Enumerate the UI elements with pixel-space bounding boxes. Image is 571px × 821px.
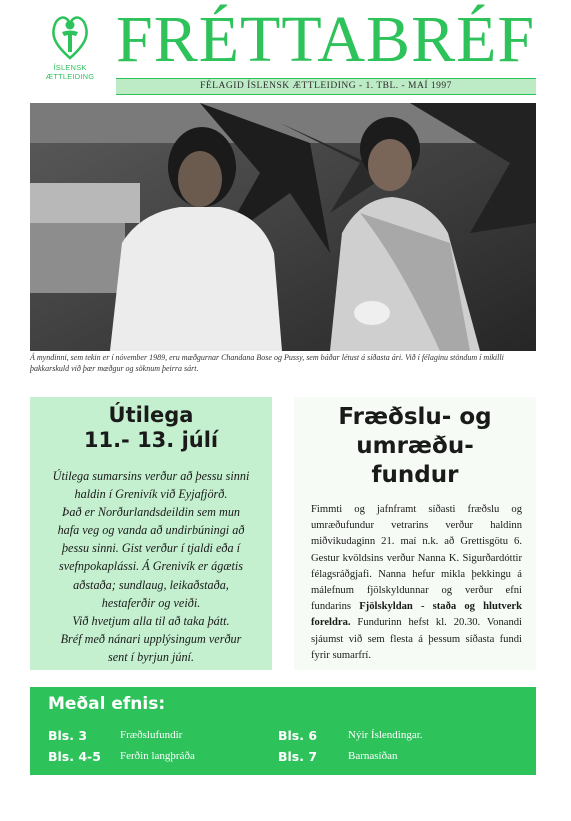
issue-subline: FÉLAGID ÍSLENSK ÆTTLEIDING - 1. TBL. - MAÍ 1997 [116, 78, 536, 95]
logo [28, 12, 112, 81]
toc-page-number: Bls. 3 [48, 728, 88, 743]
toc-item-label: Ferðin langþráða [120, 750, 195, 762]
meeting-title-line3: fundur [371, 462, 459, 488]
meeting-text: Fimmti og jafnframt síðasti fræðslu og umræðufundur vetrarins verður haldinn miðvikudaginn 21. maí n.k. að Grettisgötu 6. Gestur kvöldsins verður Nanna K. Sigurðardóttir félagsráðgjafi. Nanna hefur mikla þekkingu á málefnum fjölskyldunnar og verður efni fundarins [311, 504, 522, 613]
camping-paragraph: Það er Norðurlandsdeildin sem mun hafa veg og vanda að undirbúningi að þessu sinni. Gist verður í tjaldi eða í svefnpokaplássi. Á Grenivík er ágætis aðstaða; sundlaug, leikaðstaða, hestaferðir og veiði. [57, 505, 245, 610]
contents-title: Meðal efnis: [48, 694, 166, 714]
camping-article [30, 397, 272, 670]
camping-title-line1: Útilega [108, 403, 194, 427]
meeting-title [294, 403, 536, 490]
camping-dates: 11.- 13. júlí [83, 428, 219, 452]
meeting-topic: Fjölskyldan - staða og hlutverk foreldra. [311, 601, 522, 629]
meeting-title-line1: Fræðslu- og [338, 404, 492, 430]
meeting-body [311, 502, 522, 664]
toc-item-label: Fræðslufundir [120, 729, 183, 741]
camping-paragraph: Bréf með nánari upplýsingum verður sent í byrjun júní. [60, 631, 242, 664]
toc-item-label: Barnasíðan [348, 750, 398, 762]
cover-photo [30, 103, 536, 351]
camping-paragraph: Við hvetjum alla til að taka þátt. [72, 613, 230, 628]
toc-page-number: Bls. 4-5 [48, 749, 101, 764]
toc-page-number: Bls. 7 [278, 749, 318, 764]
meeting-text: Fundurinn hefst kl. 20.30. Vonandi sjáumst við sem flesta á þessum síðasta fundi fyrir sumarfrí. [311, 617, 522, 661]
camping-body [50, 467, 252, 666]
camping-title [30, 403, 272, 453]
camping-paragraph: Útilega sumarsins verður að þessu sinni haldin í Grenivík við Eyjafjörð. [52, 469, 250, 502]
photo-caption: Á myndinni, sem tekin er í nóvember 1989, eru mæðgurnar Chandana Bose og Pussy, sem báðar létust á síðasta ári. Við í félaginu stöndum í mikilli þakkarskuld við þær mæðgur og söknum þeirra sárt. [30, 353, 504, 373]
logo-heart-figure-icon [50, 12, 90, 60]
contents-box [30, 687, 536, 775]
toc-page-number: Bls. 6 [278, 728, 318, 743]
toc-item-label: Nýir Íslendingar. [348, 729, 423, 741]
meeting-title-line2: umræðu- [356, 433, 474, 459]
masthead-title: FRÉTTABRÉF [116, 3, 536, 76]
meeting-article [294, 397, 536, 670]
logo-text: ÍSLENSK ÆTTLEIDING [45, 63, 95, 81]
